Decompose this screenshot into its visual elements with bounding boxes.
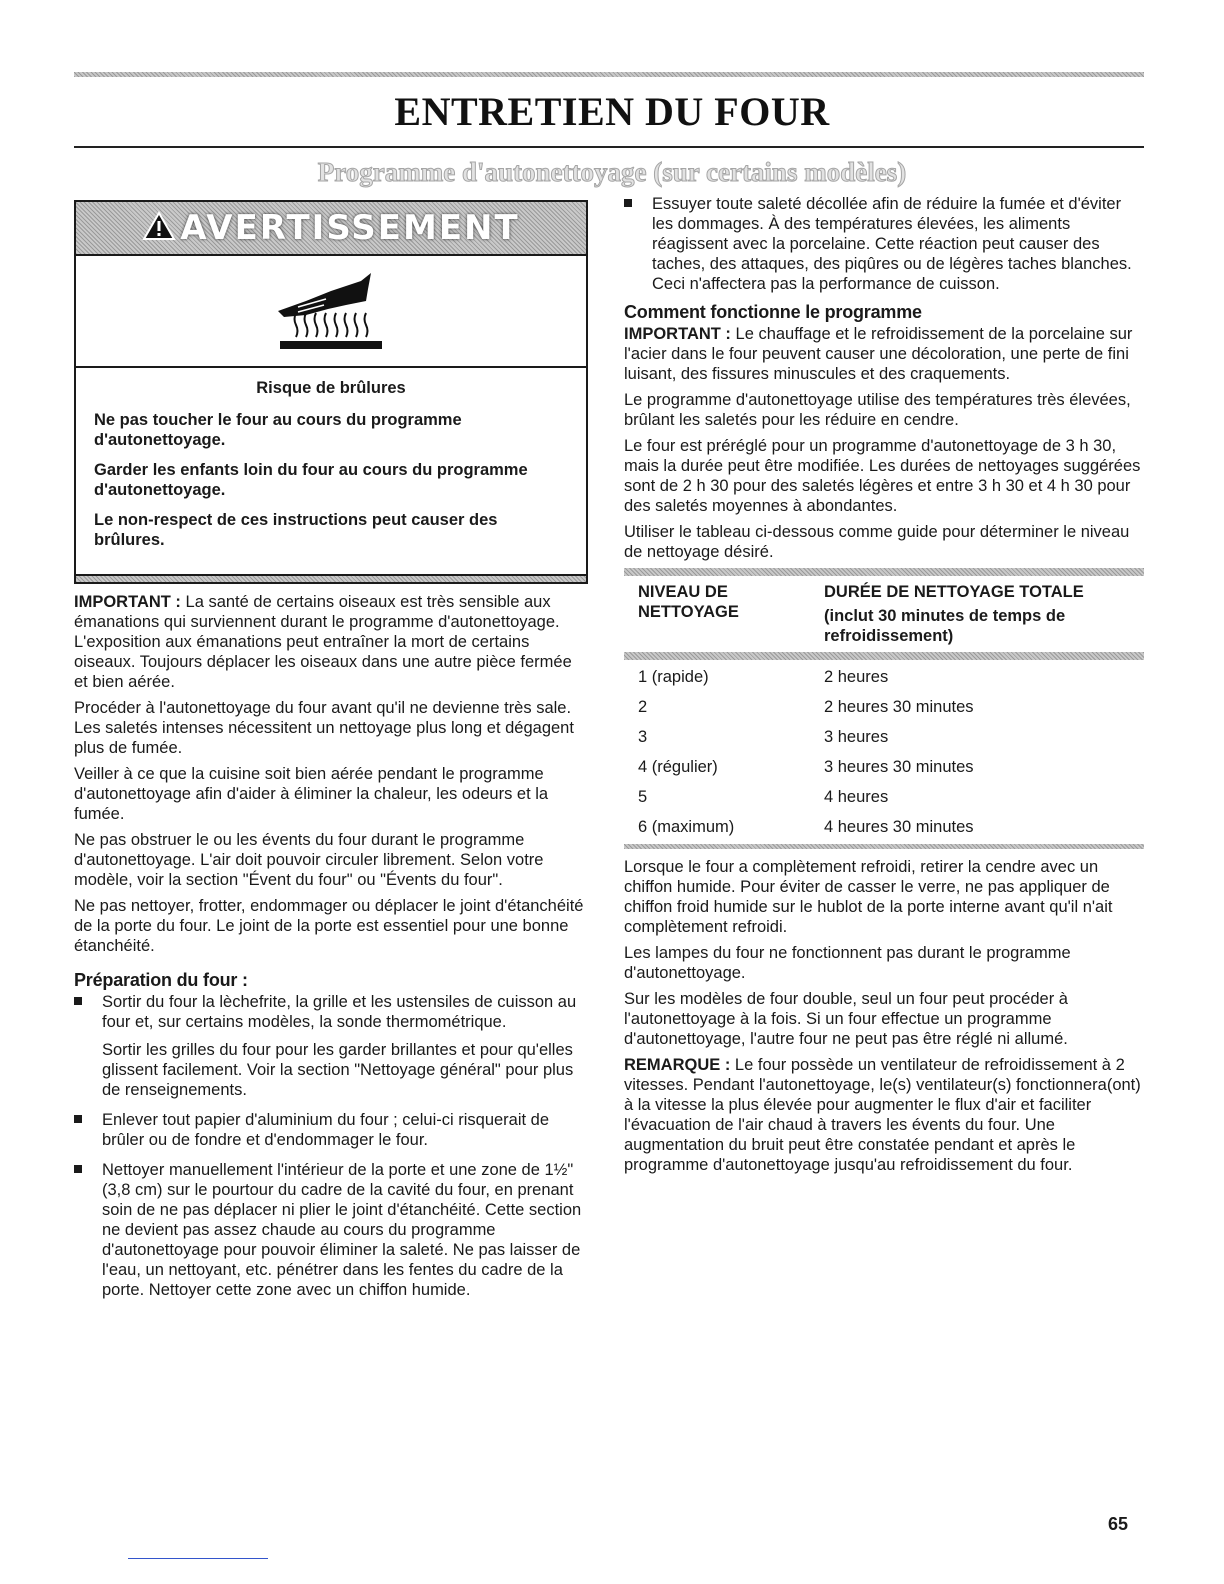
preparation-list (74, 992, 588, 1300)
list-item-text: Essuyer toute saleté décollée afin de réduire la fumée et d'éviter les dommages. À des températures élevées, les aliments réagissent avec la porcelaine. Cette réaction peut causer des taches, des attaques, des piqûres ou de légères taches blanches. Ceci n'affectera pas la performance de cuisson. (652, 195, 1132, 293)
right-paragraph: Les lampes du four ne fonctionnent pas durant le programme d'autonettoyage. (624, 944, 1071, 982)
list-item (74, 1110, 588, 1150)
table-row (624, 692, 1144, 722)
warning-heading: AVERTISSEMENT (180, 208, 520, 248)
right-column (624, 194, 1144, 1181)
bullet-square-icon (624, 199, 632, 207)
list-item (74, 992, 588, 1100)
left-paragraph: Ne pas nettoyer, frotter, endommager ou déplacer le joint d'étanchéité de la porte du four. Le joint de la porte est essentiel pour une bonne étanchéité. (74, 897, 584, 955)
table-bottom-band (624, 844, 1144, 849)
left-paragraph: Veiller à ce que la cuisine soit bien aérée pendant le programme d'autonettoyage afin d'aider à éliminer la chaleur, les odeurs et la fumée. (74, 765, 549, 823)
right-paragraph: Utiliser le tableau ci-dessous comme guide pour déterminer le niveau de nettoyage désiré. (624, 523, 1130, 561)
table-cell-duration: 2 heures (824, 668, 889, 686)
warning-footer-band (76, 574, 586, 582)
list-item-text: Sortir les grilles du four pour les garder brillantes et pour qu'elles glissent facilement. Voir la section "Nettoyage général" pour plus de renseignements. (102, 1041, 574, 1099)
table-row (624, 722, 1144, 752)
note-label: REMARQUE : (624, 1056, 731, 1074)
how-it-works-heading: Comment fonctionne le programme (624, 302, 922, 322)
table-top-band (624, 568, 1144, 576)
table-cell-level: 2 (638, 698, 648, 716)
page-number: 65 (1108, 1514, 1129, 1534)
table-cell-duration: 4 heures (824, 788, 889, 806)
bullet-square-icon (74, 997, 82, 1005)
warning-header (76, 202, 586, 256)
table-cell-level: 5 (638, 788, 648, 806)
warning-risk: Risque de brûlures (256, 379, 406, 397)
table-row (624, 812, 1144, 842)
warning-triangle-icon (142, 211, 176, 246)
important-text: La santé de certains oiseaux est très sensible aux émanations qui surviennent durant le programme d'autonettoyage. L'exposition aux émanations peut entraîner la mort de certains oiseaux. Toujours déplacer les oiseaux dans une autre pièce fermée et bien aérée. (74, 593, 572, 691)
table-cell-duration: 3 heures (824, 728, 889, 746)
column-header-duration (824, 580, 1144, 648)
warning-line-1: Ne pas toucher le four au cours du programme d'autonettoyage. (94, 411, 462, 449)
section-subtitle: Programme d'autonettoyage (sur certains modèles) (317, 157, 907, 187)
footer-line (128, 1558, 268, 1559)
bullet-square-icon (74, 1165, 82, 1173)
title-rule (74, 146, 1144, 148)
table-header-row (624, 580, 1144, 648)
note-text: Le four possède un ventilateur de refroidissement à 2 vitesses. Pendant l'autonettoyage, le(s) ventilateur(s) fonctionnera(ont) à la vitesse la plus élevée pour augmenter le flux d'air et faciliter l'évacuation de l'air chaud à travers les évents du four. Une augmentation du bruit peut être constatée pendant et après le programme d'autonettoyage jusqu'au refroidissement du four. (624, 1056, 1141, 1174)
right-paragraph: Sur les modèles de four double, seul un four peut procéder à l'autonettoyage à la fois. Si un four effectue un programme d'autonettoyage, l'autre four ne peut pas être réglé ni allumé. (624, 990, 1068, 1048)
cleaning-level-rows (624, 662, 1144, 842)
table-cell-level: 6 (maximum) (638, 818, 735, 836)
important-label: IMPORTANT : (74, 593, 181, 611)
list-item-text: Sortir du four la lèchefrite, la grille et les ustensiles de cuisson au four et, sur certains modèles, la sonde thermométrique. (102, 993, 577, 1031)
right-paragraph: Le programme d'autonettoyage utilise des températures très élevées, brûlant les saletés pour les réduire en cendre. (624, 391, 1131, 429)
page-title: ENTRETIEN DU FOUR (394, 89, 830, 134)
warning-line-2: Garder les enfants loin du four au cours du programme d'autonettoyage. (94, 461, 528, 499)
column-header-level: NIVEAU DE NETTOYAGE (638, 583, 739, 621)
right-paragraph: Le four est préréglé pour un programme d'autonettoyage de 3 h 30, mais la durée peut être modifiée. Les durées de nettoyages suggérées sont de 2 h 30 pour des saletés légères et entre 3 h 30 et 4 h 30 pour des saletés moyennes à abondantes. (624, 437, 1141, 515)
porcelain-important-paragraph (624, 324, 1144, 384)
left-column (74, 200, 588, 1310)
warning-icon-area (76, 256, 586, 368)
table-cell-duration: 3 heures 30 minutes (824, 758, 974, 776)
list-item-text: Enlever tout papier d'aluminium du four ; celui-ci risquerait de brûler ou de fondre et d'endommager le four. (102, 1111, 550, 1149)
important-text: Le chauffage et le refroidissement de la porcelaine sur l'acier dans le four peuvent causer une décoloration, une perte de fini luisant, des fissures minuscules et des craquements. (624, 325, 1133, 383)
table-cell-level: 4 (régulier) (638, 758, 718, 776)
left-paragraph: Procéder à l'autonettoyage du four avant qu'il ne devienne très sale. Les saletés intenses nécessitent un nettoyage plus long et dégagent plus de fumée. (74, 699, 574, 757)
warning-line-3: Le non-respect de ces instructions peut causer des brûlures. (94, 511, 498, 549)
bullet-square-icon (74, 1115, 82, 1123)
important-label: IMPORTANT : (624, 325, 731, 343)
table-header-band (624, 652, 1144, 660)
list-item (624, 194, 1144, 294)
bird-important-paragraph (74, 592, 588, 692)
table-cell-level: 3 (638, 728, 648, 746)
duration-header-sub: (inclut 30 minutes de temps de refroidissement) (824, 607, 1066, 645)
left-paragraph: Ne pas obstruer le ou les évents du four durant le programme d'autonettoyage. L'air doit pouvoir circuler librement. Selon votre modèle, voir la section "Évent du four" ou "Évents du four". (74, 831, 544, 889)
table-cell-duration: 2 heures 30 minutes (824, 698, 974, 716)
preparation-heading: Préparation du four : (74, 970, 248, 990)
table-row (624, 752, 1144, 782)
warning-body (76, 368, 586, 574)
cleaning-level-table (624, 580, 1144, 648)
warning-box (74, 200, 588, 584)
right-paragraph: Lorsque le four a complètement refroidi, retirer la cendre avec un chiffon humide. Pour éviter de casser le verre, ne pas appliquer de chiffon froid humide sur le hublot de la porte interne avant qu'il n'ait complètement refroidi. (624, 858, 1113, 936)
table-cell-duration: 4 heures 30 minutes (824, 818, 974, 836)
hot-surface-hand-icon (276, 271, 386, 356)
table-row (624, 662, 1144, 692)
list-item-text: Nettoyer manuellement l'intérieur de la porte et une zone de 1½" (3,8 cm) sur le pourtour du cadre de la cavité du four, en prenant soin de ne pas déplacer ni plier le joint d'étanchéité. Cette section ne devient pas assez chaude au cours du programme d'autonettoyage pour pouvoir éliminer la saleté. Ne pas laisser de l'eau, un nettoyant, etc. pénétrer dans les fentes du cadre de la porte. Nettoyer cette zone avec un chiffon humide. (102, 1161, 582, 1299)
right-bullet-list (624, 194, 1144, 294)
table-cell-level: 1 (rapide) (638, 668, 709, 686)
note-paragraph (624, 1055, 1144, 1175)
top-decorative-band (74, 72, 1144, 77)
list-item (74, 1160, 588, 1300)
table-row (624, 782, 1144, 812)
duration-header-main: DURÉE DE NETTOYAGE TOTALE (824, 583, 1084, 601)
